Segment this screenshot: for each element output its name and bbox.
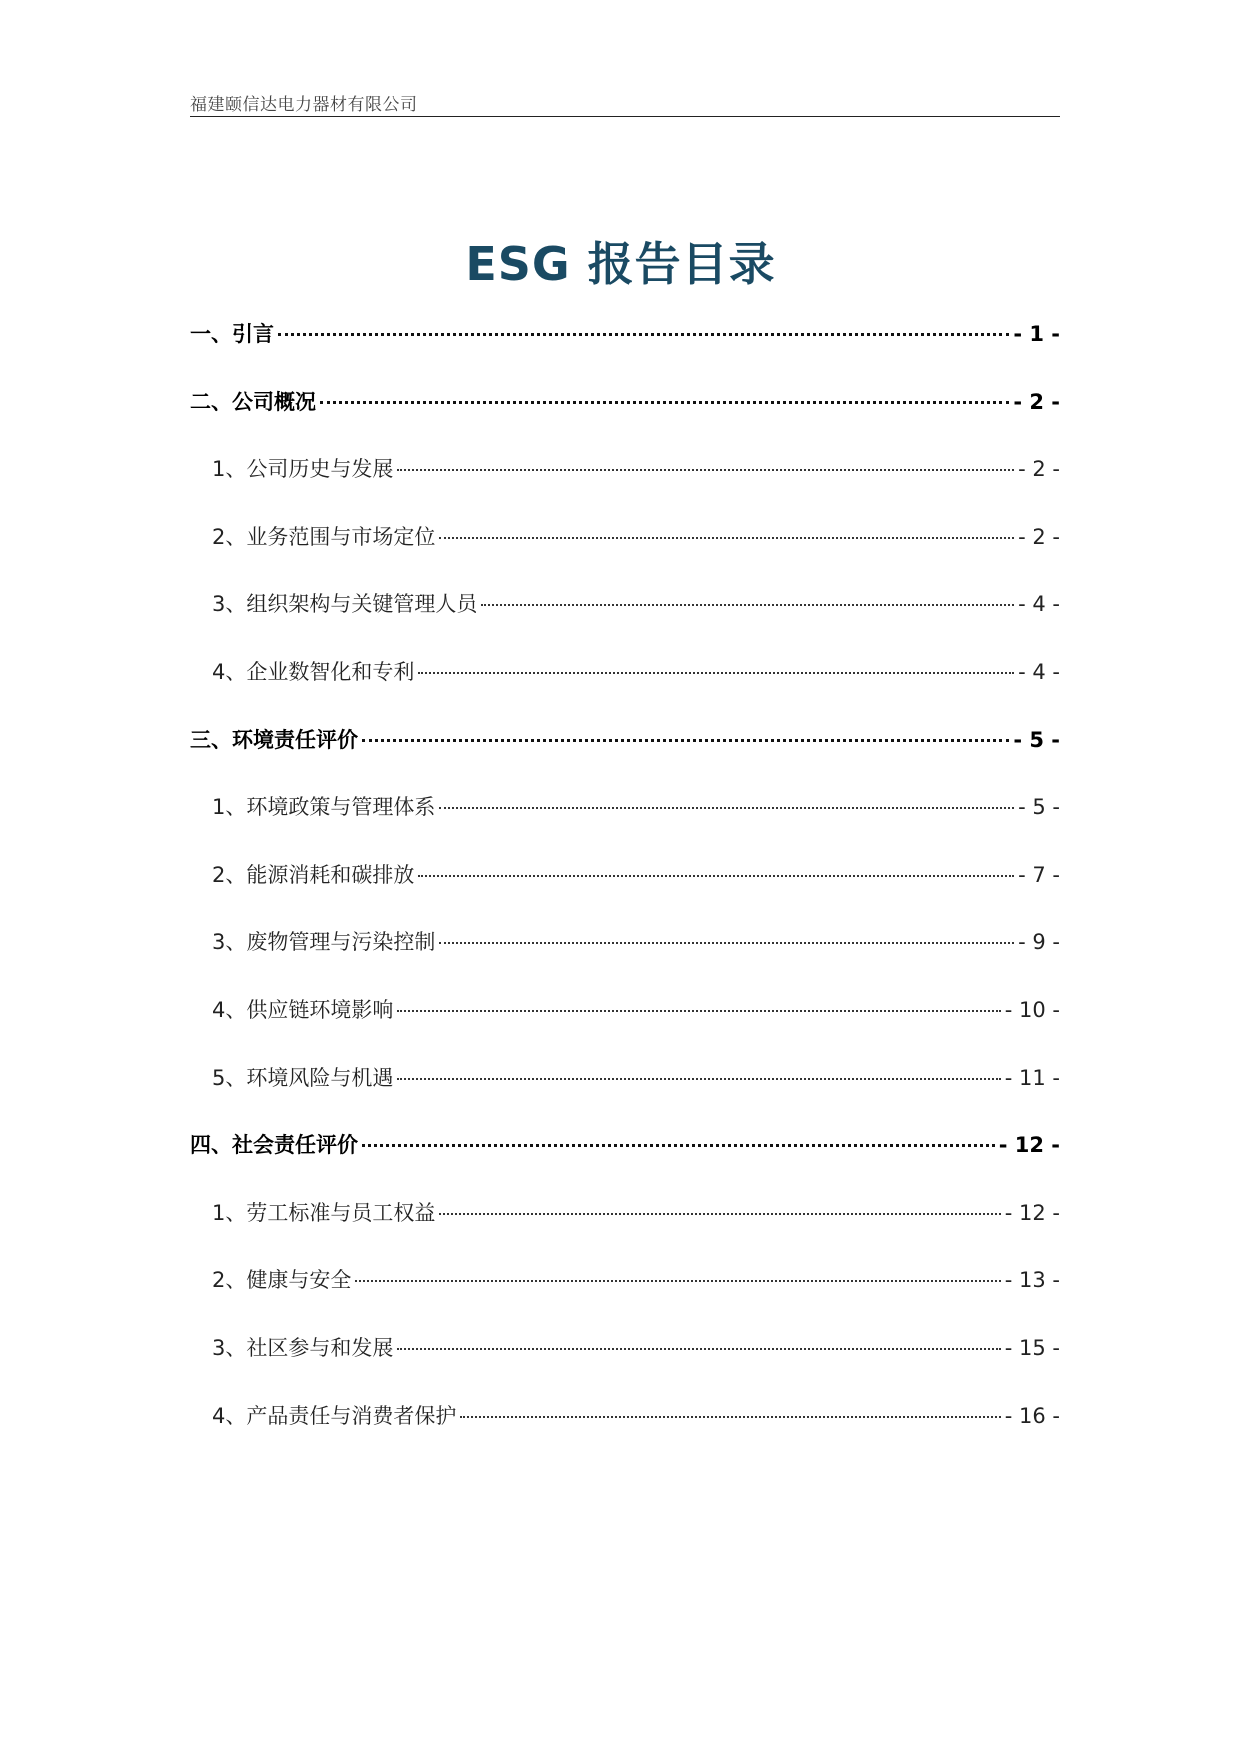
- toc-entry[interactable]: [190, 318, 1060, 350]
- toc-dot-leader: [460, 1416, 1000, 1418]
- toc-entry[interactable]: [190, 1332, 1060, 1364]
- toc-entry-label: 二、公司概况: [190, 390, 316, 414]
- toc-entry[interactable]: [190, 1197, 1060, 1229]
- toc-entry[interactable]: [190, 859, 1060, 891]
- toc-entry[interactable]: [190, 1400, 1060, 1432]
- toc-entry-label: 四、社会责任评价: [190, 1133, 358, 1157]
- toc-entry-label: 5、环境风险与机遇: [212, 1066, 394, 1090]
- toc-entry-label: 2、能源消耗和碳排放: [212, 863, 415, 887]
- toc-entry[interactable]: [190, 1264, 1060, 1296]
- toc-entry-page: - 2 -: [1013, 390, 1060, 414]
- toc-dot-leader: [362, 739, 1009, 742]
- toc-dot-leader: [439, 537, 1014, 539]
- toc-dot-leader: [418, 875, 1014, 877]
- toc-dot-leader: [439, 1213, 1000, 1215]
- toc-entry-page: - 13 -: [1004, 1268, 1060, 1292]
- toc-entry-page: - 11 -: [1004, 1066, 1060, 1090]
- toc-dot-leader: [397, 1078, 1000, 1080]
- page-header: [190, 88, 1060, 117]
- toc-entry[interactable]: [190, 994, 1060, 1026]
- toc-dot-leader: [278, 333, 1009, 336]
- toc-dot-leader: [439, 807, 1014, 809]
- toc-entry-label: 一、引言: [190, 322, 274, 346]
- toc-entry-page: - 10 -: [1004, 998, 1060, 1022]
- toc-entry-page: - 9 -: [1018, 930, 1060, 954]
- toc-entry-page: - 5 -: [1013, 728, 1060, 752]
- toc-dot-leader: [362, 1144, 995, 1147]
- toc-entry-page: - 12 -: [998, 1133, 1060, 1157]
- toc-entry-page: - 12 -: [1004, 1201, 1060, 1225]
- toc-entry-label: 3、社区参与和发展: [212, 1336, 394, 1360]
- toc-entry[interactable]: [190, 926, 1060, 958]
- toc-entry-page: - 15 -: [1004, 1336, 1060, 1360]
- toc-entry-page: - 7 -: [1018, 863, 1060, 887]
- toc-entry-page: - 1 -: [1013, 322, 1060, 346]
- toc-dot-leader: [397, 1010, 1000, 1012]
- toc-entry[interactable]: [190, 521, 1060, 553]
- toc-entry-page: - 2 -: [1018, 457, 1060, 481]
- toc-entry[interactable]: [190, 724, 1060, 756]
- toc-entry-label: 1、环境政策与管理体系: [212, 795, 436, 819]
- toc-entry-page: - 5 -: [1018, 795, 1060, 819]
- toc-entry-label: 3、组织架构与关键管理人员: [212, 592, 478, 616]
- toc-entry-label: 4、供应链环境影响: [212, 998, 394, 1022]
- toc-entry-label: 三、环境责任评价: [190, 728, 358, 752]
- toc-dot-leader: [355, 1280, 1000, 1282]
- toc-entry-label: 3、废物管理与污染控制: [212, 930, 436, 954]
- toc-dot-leader: [397, 469, 1014, 471]
- toc-entry-label: 2、业务范围与市场定位: [212, 525, 436, 549]
- toc-entry-page: - 2 -: [1018, 525, 1060, 549]
- toc-entry[interactable]: [190, 791, 1060, 823]
- toc-entry-page: - 4 -: [1018, 592, 1060, 616]
- toc-entry[interactable]: [190, 1129, 1060, 1161]
- toc-entry-label: 1、劳工标准与员工权益: [212, 1201, 436, 1225]
- toc-entry-page: - 4 -: [1018, 660, 1060, 684]
- company-name: 福建颐信达电力器材有限公司: [190, 95, 418, 115]
- toc-entry-label: 1、公司历史与发展: [212, 457, 394, 481]
- toc-dot-leader: [439, 942, 1014, 944]
- page-title: ESG 报告目录: [465, 237, 776, 291]
- toc-entry[interactable]: [190, 656, 1060, 688]
- toc-dot-leader: [481, 604, 1014, 606]
- toc-entry-label: 4、产品责任与消费者保护: [212, 1404, 457, 1428]
- toc-entry[interactable]: [190, 453, 1060, 485]
- toc-dot-leader: [320, 401, 1009, 404]
- toc-entry-page: - 16 -: [1004, 1404, 1060, 1428]
- toc-entry-label: 4、企业数智化和专利: [212, 660, 415, 684]
- toc-entry[interactable]: [190, 1062, 1060, 1094]
- toc-entry-label: 2、健康与安全: [212, 1268, 352, 1292]
- toc-dot-leader: [418, 672, 1014, 674]
- toc-dot-leader: [397, 1348, 1000, 1350]
- toc-entry[interactable]: [190, 386, 1060, 418]
- toc-entry[interactable]: [190, 588, 1060, 620]
